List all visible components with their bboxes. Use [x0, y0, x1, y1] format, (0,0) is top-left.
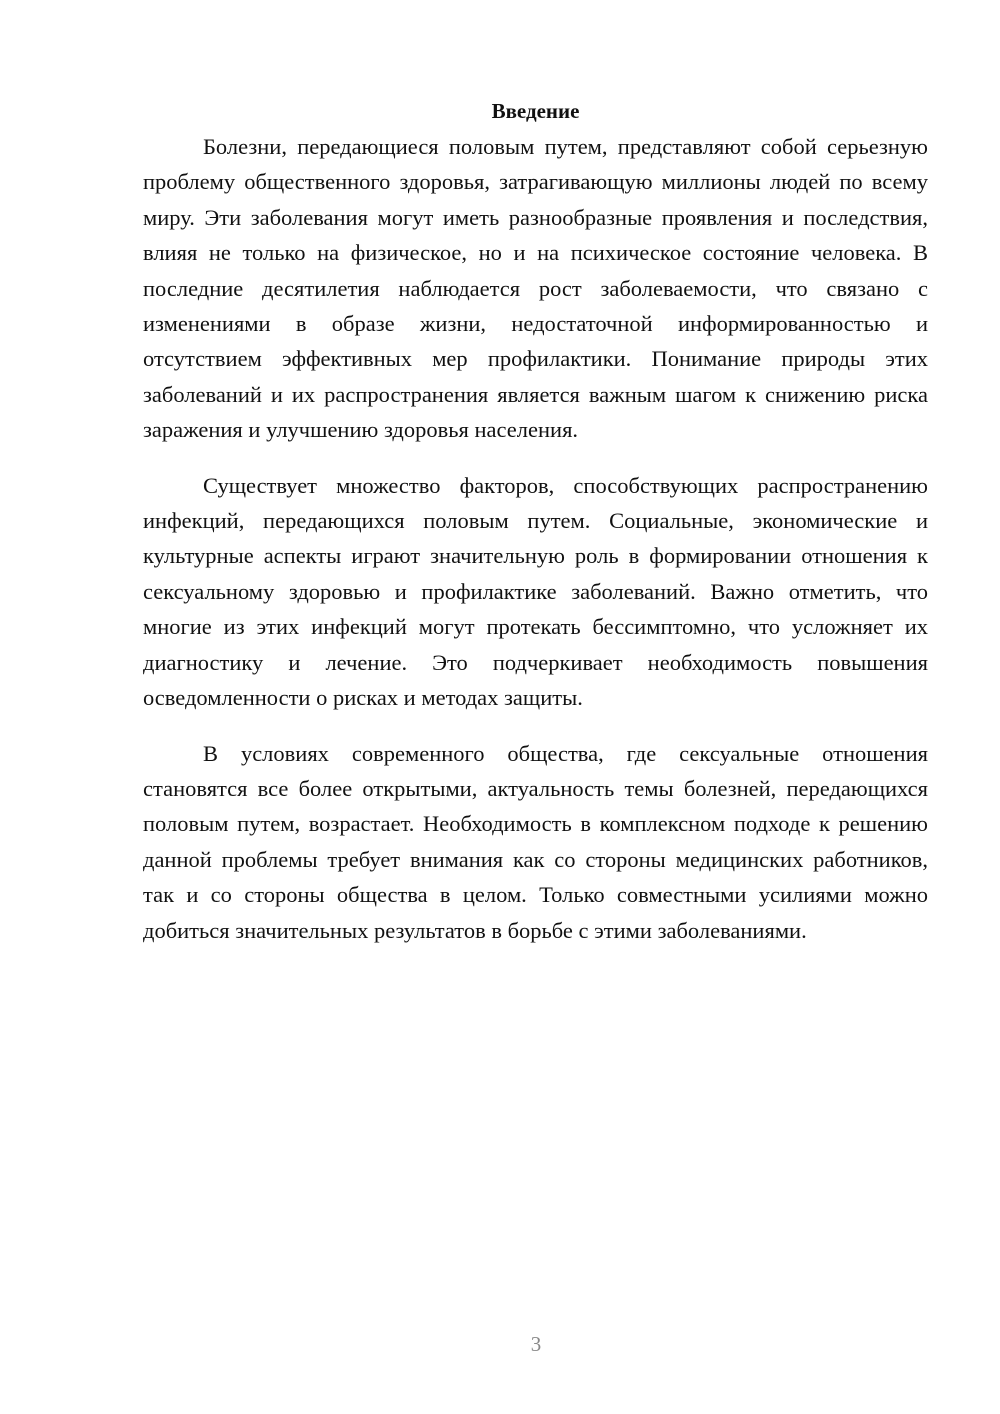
page-content: [143, 94, 928, 968]
section-heading: Введение: [491, 99, 580, 123]
paragraph-2: Существует множество факторов, способствующих распространению инфекций, передающихся половым путем. Социальные, экономические и культурные аспекты играют значительную роль в формировании отношения к сексуальному здоровью и профилактике заболеваний. Важно отметить, что многие из этих инфекций могут протекать бессимптомно, что усложняет их диагностику и лечение. Это подчеркивает необходимость повышения осведомленности о рисках и методах защиты.: [143, 472, 928, 711]
paragraph-3: В условиях современного общества, где сексуальные отношения становятся все более открытыми, актуальность темы болезней, передающихся половым путем, возрастает. Необходимость в комплексном подходе к решению данной проблемы требует внимания как со стороны медицинских работников, так и со стороны общества в целом. Только совместными усилиями можно добиться значительных результатов в борьбе с этими заболеваниями.: [143, 740, 928, 943]
paragraph-1: Болезни, передающиеся половым путем, представляют собой серьезную проблему общественного здоровья, затрагивающую миллионы людей по всему миру. Эти заболевания могут иметь разнообразные проявления и последствия, влияя не только на физическое, но и на психическое состояние человека. В последние десятилетия наблюдается рост заболеваемости, что связано с изменениями в образе жизни, недостаточной информированностью и отсутствием эффективных мер профилактики. Понимание природы этих заболеваний и их распространения является важным шагом к снижению риска заражения и улучшению здоровья населения.: [143, 134, 928, 443]
page-number: 3: [530, 1332, 542, 1356]
